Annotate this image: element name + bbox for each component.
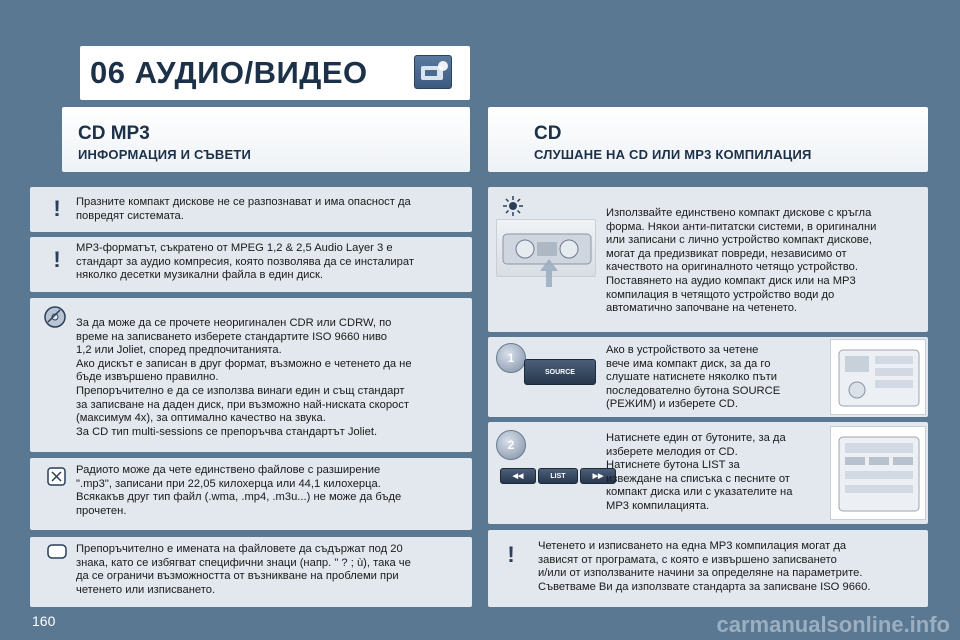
right-panel-4-text: Четенето и изписването на една MP3 компилация могат да зависят от програмата, с която е извършено записването и/или от използваните начини за определяне на параметрите. Съветваме Ви да използвате стандарта за записване ISO 9660. bbox=[538, 540, 871, 593]
radio-panel-image bbox=[830, 339, 926, 415]
left-panel-1 bbox=[30, 187, 472, 232]
page-title: 06 АУДИО/ВИДЕО bbox=[90, 55, 368, 90]
note-icon bbox=[46, 543, 68, 565]
left-panel-4-text: Радиото може да чете единствено файлове с разширение ".mp3", записани при 22,05 килохерца или 44,1 килохерца. Всякакъв друг тип файл (.wma, .mp4, .m3u...) не може да бъде прочетен. bbox=[76, 464, 402, 517]
left-heading-sub: ИНФОРМАЦИЯ И СЪВЕТИ bbox=[78, 147, 252, 162]
arrow-down-icon bbox=[540, 259, 558, 287]
left-panel-2 bbox=[30, 237, 472, 292]
left-panel-3 bbox=[30, 298, 472, 452]
source-button bbox=[524, 359, 596, 385]
left-heading-main: CD MP3 bbox=[78, 123, 150, 144]
next-track-button: ▶▶ bbox=[580, 468, 616, 484]
right-panel-2-text: Ако в устройството за четене вече има компакт диск, за да го слушате натиснете няколко пъти последователно бутона SOURCE (РЕЖИМ) и изберете CD. bbox=[606, 344, 781, 411]
left-panel-3-text: За да може да се прочете неоригинален CDR или CDRW, по време на записването изберете стандартите ISO 9660 ниво 1,2 или Joliet, според предпочитанията. Ако дискът е записан в друг формат, възможно е четенето да не бъде извършено правилно. Препоръчително е да се използва винаги един и същ стандарт за записване на даден диск, при възможно най-ниската скорост (максимум 4x), за оптимално качество на звука. За CD тип multi-sessions се препоръчва стандартът Joliet. bbox=[76, 317, 412, 438]
warning-icon: ! bbox=[53, 247, 61, 272]
right-panel-1-text: Използвайте единствено компакт дискове с кръгла форма. Някои анти-питатски системи, в оригинални или записани с лично устройство компакт дискове, могат да предизвикат повреди, независимо от качеството на оригиналното четящо устройство. Поставянето на аудио компакт диск или на MP3 компилация в четящото устройство води до автоматично започване на четенето. bbox=[606, 207, 877, 315]
audio-video-icon bbox=[414, 55, 452, 89]
left-panel-4 bbox=[30, 458, 472, 530]
right-panel-3-text: Натиснете един от бутоните, за да изберете мелодия от CD. Натиснете бутона LIST за извеждане на списъка с песните от компакт диска или с указателите на MP3 компилацията. bbox=[606, 432, 793, 512]
sun-icon bbox=[502, 195, 524, 217]
left-panel-5 bbox=[30, 537, 472, 607]
warning-icon: ! bbox=[507, 542, 515, 567]
list-button-label: LIST bbox=[550, 473, 566, 480]
page-number: 160 bbox=[32, 613, 56, 629]
watermark: carmanualsonline.info bbox=[716, 612, 950, 637]
disc-icon bbox=[44, 306, 66, 328]
right-heading-sub: СЛУШАНЕ НА CD ИЛИ MP3 КОМПИЛАЦИЯ bbox=[534, 147, 812, 162]
right-heading-main: CD bbox=[534, 123, 562, 144]
radio-panel-image bbox=[830, 426, 926, 520]
left-heading bbox=[62, 107, 470, 172]
right-panel-1 bbox=[488, 187, 928, 332]
prev-track-button: ◀◀ bbox=[500, 468, 536, 484]
source-button-label: SOURCE bbox=[545, 369, 575, 376]
right-panel-4 bbox=[488, 530, 928, 607]
step-1-badge: 1 bbox=[496, 343, 526, 373]
warning-icon: ! bbox=[53, 196, 61, 221]
list-button bbox=[538, 468, 578, 484]
right-panel-2 bbox=[488, 337, 928, 417]
page-title-box bbox=[80, 46, 470, 100]
right-panel-3 bbox=[488, 422, 928, 524]
left-panel-1-text: Празните компакт дискове не се разпознават и има опасност да повредят системата. bbox=[76, 196, 411, 222]
right-heading bbox=[488, 107, 928, 172]
left-panel-5-text: Препоръчително е имената на файловете да съдържат под 20 знака, като се избягват специфични знаци (напр. " ? ; ù), така че да се ограничи възможността от възникване на проблеми при четенето или изписването. bbox=[76, 543, 411, 596]
left-panel-2-text: MP3-форматът, съкратено от MPEG 1,2 & 2,5 Audio Layer 3 е стандарт за аудио компресия, която позволява да се инсталират някoлко десетки музикални файла в един диск. bbox=[76, 242, 414, 282]
step-2-badge: 2 bbox=[496, 430, 526, 460]
note-icon bbox=[46, 466, 68, 488]
